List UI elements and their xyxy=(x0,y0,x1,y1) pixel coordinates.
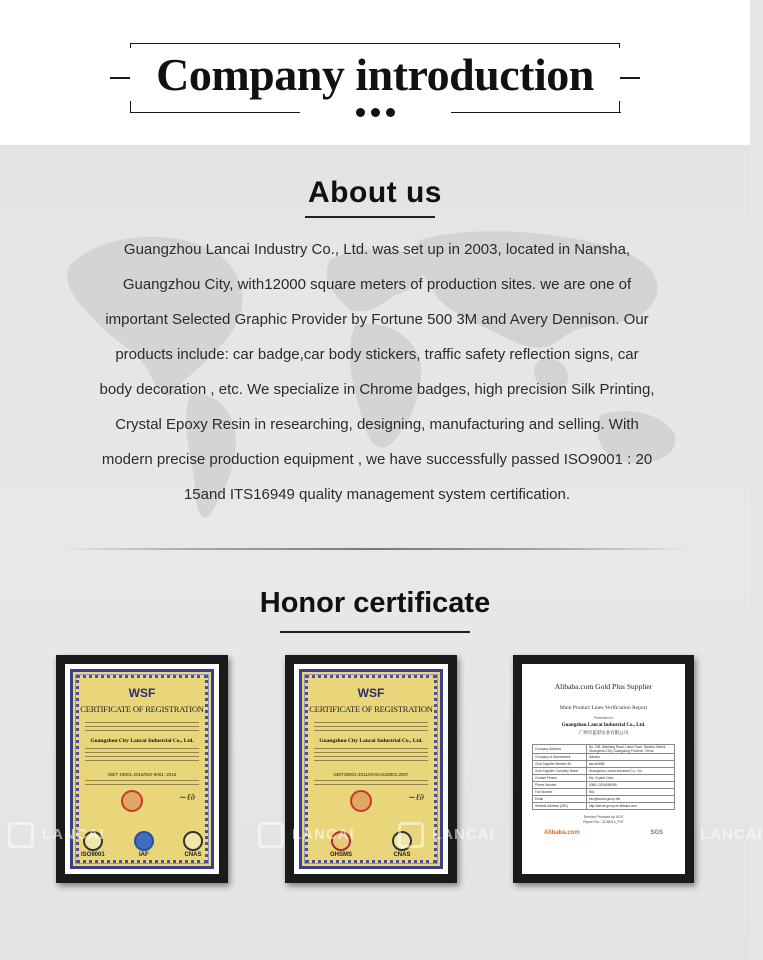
report-title: Alibaba.com Gold Plus Supplier xyxy=(554,682,653,691)
cnas-logo-icon: CNAS xyxy=(392,831,412,858)
certificate-title: CERTIFICATE OF REGISTRATION xyxy=(80,704,204,714)
report-company: Guangzhou Lancai Industrial Co., Ltd. xyxy=(561,723,646,728)
report-table-row xyxy=(533,775,675,782)
watermark: LANCAI xyxy=(292,826,355,843)
certificate-frame-ohsms[interactable] xyxy=(285,655,457,883)
about-underline xyxy=(305,216,435,218)
report-table-row xyxy=(533,782,675,789)
certificate-company: Guangzhou City Lancai Industrial Co., Ltd. xyxy=(319,738,423,744)
report-field-label: Website Address (URL) xyxy=(533,803,587,810)
watermark: LANCAI xyxy=(432,826,495,843)
iso9001-logo-icon: ISO9001 xyxy=(81,831,105,858)
report-table-row xyxy=(533,768,675,775)
certificate-text-lines xyxy=(314,748,428,764)
about-line: 15and ITS16949 quality management system certification. xyxy=(183,486,571,503)
honor-heading: Honor certificate xyxy=(259,587,491,619)
watermark-logo-icon xyxy=(258,822,284,848)
report-subtitle: Main Product Lines Verification Report xyxy=(559,705,648,711)
report-field-label: Email xyxy=(533,796,587,803)
report-company-cn: 广州市蓝彩实业有限公司 xyxy=(578,730,629,735)
alibaba-verification-report xyxy=(522,664,685,874)
alibaba-logo-icon: Alibaba.com xyxy=(544,830,580,836)
signature-icon: ~ℓ∂ xyxy=(179,793,195,803)
report-presented-to: Presented to xyxy=(593,716,614,720)
report-table-row xyxy=(533,761,675,768)
report-table-row xyxy=(533,789,675,796)
report-field-label: Gold Supplier Member ID xyxy=(533,761,587,768)
report-field-value: info@lancai-group.net xyxy=(586,796,674,803)
honor-underline xyxy=(280,631,470,633)
report-field-value: No. 238, Wanliang Road, Lianxi Town, Nansha District, Guangzhou City, Guangdong Province, China xyxy=(586,745,674,754)
report-field-label: Company Address xyxy=(533,745,587,754)
certificate-header-logo: WSF xyxy=(128,686,156,700)
certificate-company: Guangzhou City Lancai Industrial Co., Ltd. xyxy=(90,738,194,744)
page-title: Company introduction xyxy=(130,48,620,101)
certificate-text-lines xyxy=(85,748,199,764)
dot xyxy=(356,108,365,117)
certificate-text-lines xyxy=(314,780,428,788)
report-field-label: Phone Number xyxy=(533,782,587,789)
about-line: important Selected Graphic Provider by Fortune 500 3M and Avery Dennison. Our xyxy=(105,311,649,328)
header-band xyxy=(0,0,750,145)
report-logos xyxy=(532,830,675,836)
report-field-value: Alibaba xyxy=(586,754,674,761)
about-line: Crystal Epoxy Resin in researching, designing, manufacturing and selling. With xyxy=(115,416,639,433)
certificate-frame-alibaba[interactable] xyxy=(513,655,694,883)
section-divider xyxy=(60,548,690,550)
about-line: Guangzhou City, with12000 square meters of production sites. we are one of xyxy=(122,276,632,293)
watermark: LANCAI xyxy=(700,826,763,843)
report-field-label: Gold Supplier Company Name xyxy=(533,768,587,775)
about-line: modern precise production equipment , we have successfully passed ISO9001 : 20 xyxy=(101,451,653,468)
dot xyxy=(386,108,395,117)
title-dots xyxy=(0,108,750,117)
report-table-row xyxy=(533,754,675,761)
report-field-label: Company of Assessment xyxy=(533,754,587,761)
report-field-value: N/A xyxy=(586,789,674,796)
report-field-value: Guangzhou Lancai Industrial Co., Ltd. xyxy=(586,768,674,775)
cnas-logo-icon: CNAS xyxy=(183,831,203,858)
report-table xyxy=(532,744,675,810)
report-table-row xyxy=(533,803,675,810)
certificate-title: CERTIFICATE OF REGISTRATION xyxy=(309,704,433,714)
certificate-text-lines xyxy=(314,722,428,734)
report-service: Service Provided by SGS xyxy=(583,815,624,819)
certificate-frame-iso9001[interactable] xyxy=(56,655,228,883)
watermark-logo-icon xyxy=(8,822,34,848)
about-line: body decoration , etc. We specialize in Chrome badges, high precision Silk Printing, xyxy=(99,381,655,398)
certificate-text-lines xyxy=(85,780,199,788)
dot xyxy=(371,108,380,117)
report-field-label: Contact Person xyxy=(533,775,587,782)
iaf-logo-icon: IAF xyxy=(134,831,154,858)
red-seal-icon xyxy=(350,790,372,812)
about-paragraph xyxy=(62,232,692,512)
certificate-standard-code: GB/T28001-2011/OHSAS18001:2007 xyxy=(333,772,409,777)
report-field-value: 0086-13026096385 xyxy=(586,782,674,789)
signature-icon: ~ℓ∂ xyxy=(408,793,424,803)
report-table-row xyxy=(533,796,675,803)
ohsms-logo-icon: OHSMS xyxy=(330,831,352,858)
certificate-text-lines xyxy=(85,722,199,734)
red-seal-icon xyxy=(121,790,143,812)
report-field-label: Fax Number xyxy=(533,789,587,796)
report-number: Report No.: 3138314_PhT xyxy=(583,820,624,824)
report-table-row xyxy=(533,745,675,754)
about-line: Guangzhou Lancai Industry Co., Ltd. was set up in 2003, located in Nansha, xyxy=(123,241,631,258)
about-heading: About us xyxy=(308,176,442,209)
report-field-value: http://lancai-group.en.alibaba.com xyxy=(586,803,674,810)
watermark-logo-icon xyxy=(398,822,424,848)
certificate-standard-code: GB/T 19001-2016/ISO 9001: 2015 xyxy=(107,772,177,777)
report-field-value: Ms. Crystal Chen xyxy=(586,775,674,782)
watermark: LANCAI xyxy=(42,826,105,843)
sgs-logo-icon: SGS xyxy=(650,830,663,836)
certificate-header-logo: WSF xyxy=(357,686,385,700)
about-line: products include: car badge,car body stickers, traffic safety reflection signs, car xyxy=(115,346,639,363)
report-field-value: lancai1888 xyxy=(586,761,674,768)
